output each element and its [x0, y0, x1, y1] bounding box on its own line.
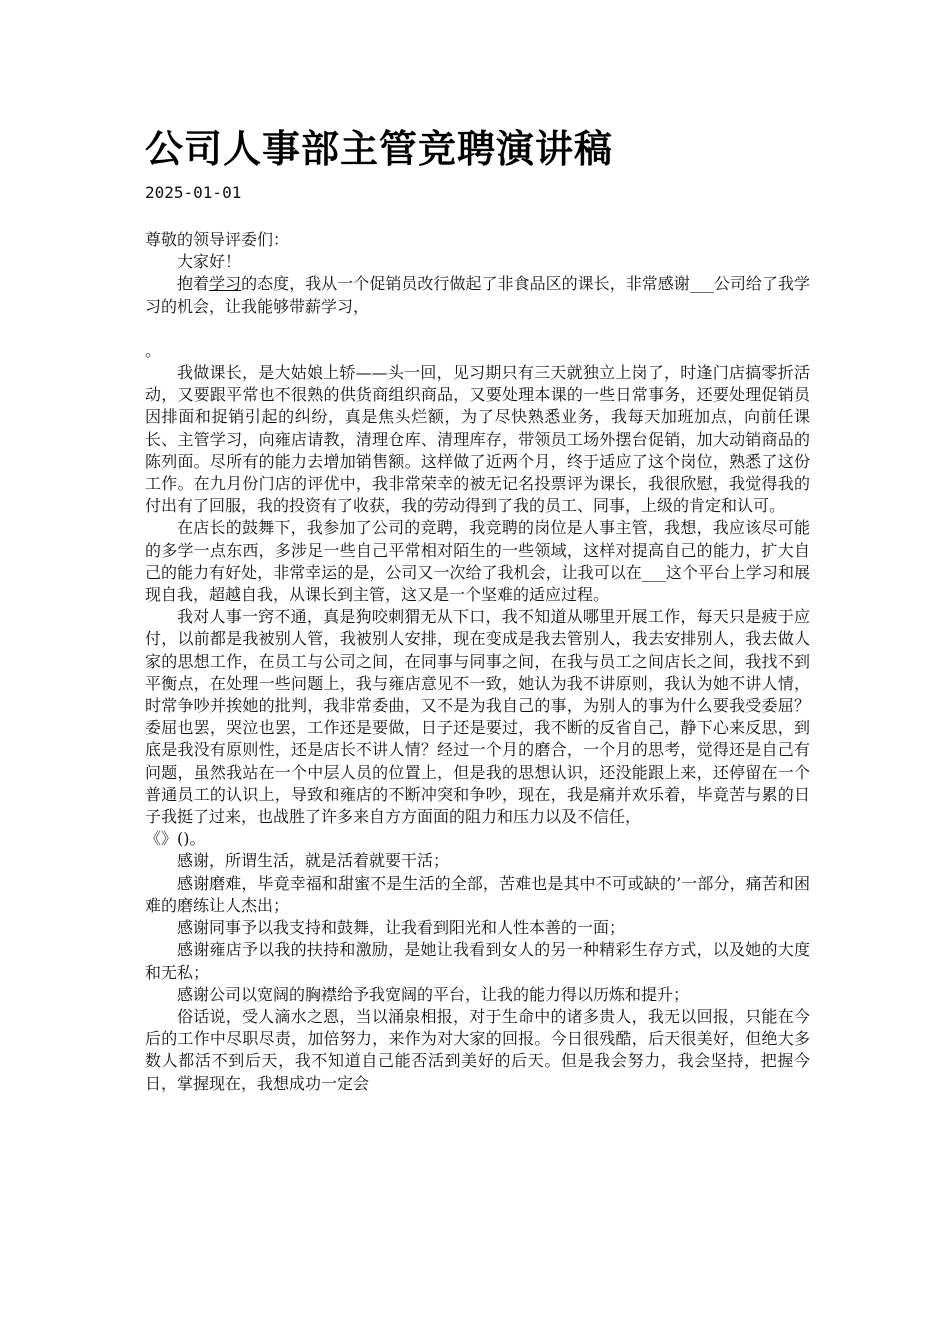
salutation: 尊敬的领导评委们：: [145, 230, 290, 249]
paragraph-6: 感谢，所谓生活，就是活着就要干活；: [177, 851, 450, 871]
paragraph-10: 感谢公司以宽阔的胸襟给予我宽阔的平台，让我的能力得以历炼和提升；: [177, 984, 690, 1004]
paragraph-2: 我做课长，是大姑娘上轿——头一回，见习期只有三天就独立上岗了，时逢门店搞零折活动，又要跟平常也不很熟的供货商组织商品，又要处理本课的一些日常事务，还要处理促销员因排面和捉销引起的纠纷，真是焦头烂额，为了尽快熟悉业务，我每天加班加点，向前任课长、主管学习，向雍店请教，清理仓库、清理库存，带领员工场外摆台促销，加大动销商品的陈列面。尽所有的能力去增加销售额。这样做了近两个月，终于适应了这个岗位，熟悉了这份工作。在九月份门店的评优中，我非常荣幸的被无记名投票评为课长，我很欣慰，我觉得我的付出有了回服，我的投资有了收获，我的劳动得到了我的员工、同事，上级的肯定和认可。: [145, 363, 810, 516]
stray-period: 。: [145, 340, 162, 360]
document-title: 公司人事部主管竞聘演讲稿: [145, 126, 614, 171]
paragraph-1-pre: 抱着: [177, 274, 210, 294]
paragraph-1: [145, 273, 810, 317]
document-body: [145, 229, 810, 1095]
paragraph-3: 在店长的鼓舞下，我参加了公司的竞聘，我竞聘的岗位是人事主管，我想，我应该尽可能的多学一点东西，多涉足一些自己平常相对陌生的一些领域，这样对提高自己的能力，扩大自己的能力有好处，非常幸运的是，公司又一次给了我机会，让我可以在___这个平台上学习和展现自我，超越自我，从课长到主管，这又是一个坚难的适应过程。: [145, 518, 810, 605]
document-date: 2025-01-01: [145, 183, 242, 202]
paragraph-9: 感谢雍店予以我的扶持和激励，是她让我看到女人的另一种精彩生存方式，以及她的大度和无私；: [145, 940, 810, 982]
greeting: 大家好！: [177, 252, 242, 272]
paragraph-7: 感谢磨难，毕竟幸福和甜蜜不是生活的全部，苦难也是其中不可或缺的’一部分，痛苦和困难的磨练让人杰出；: [145, 873, 810, 915]
paragraph-4: 我对人事一窍不通，真是狗咬刺猬无从下口，我不知道从哪里开展工作，每天只是疲于应付，以前都是我被别人管，我被别人安排，现在变成是我去管别人，我去安排别人，我去做人家的思想工作，在员工与公司之间，在同事与同事之间，在我与员工之间店长之间，我找不到平衡点，在处理一些问题上，我与雍店意见不一致，她认为我不讲原则，我认为她不讲人情，时常争吵并挨她的批判，我非常委曲，又不是为我自己的事，为别人的事为什么要我受委屈？委屈也罢，哭泣也罢，工作还是要做，日子还是要过，我不断的反省自己，静下心来反思，到底是我没有原则性，还是店长不讲人情？经过一个月的磨合，一个月的思考，觉得还是自己有问题，虽然我站在一个中层人员的位置上，但是我的思想认识，还没能跟上来，还停留在一个普通员工的认识上，导致和雍店的不断冲突和争吵，现在，我是痛并欢乐着，毕竟苦与累的日子我挺了过来，也战胜了许多来自方方面面的阻力和压力以及不信任，: [145, 607, 810, 827]
study-link[interactable]: 学习: [209, 274, 242, 294]
paragraph-1-post: 的态度，我从一个促销员改行做起了非食品区的课长，非常感谢___公司给了我学习的机会，让我能够带薪学习，: [145, 274, 810, 316]
paragraph-11: 俗话说，受人滴水之恩，当以涌泉相报，对于生命中的诸多贵人，我无以回报，只能在今后的工作中尽职尽责，加倍努力，来作为对大家的回报。今日很残酷，后天很美好，但绝大多数人都活不到后天，我不知道自己能否活到美好的后天。但是我会努力，我会坚持，把握今日，掌握现在，我想成功一定会: [145, 1006, 810, 1093]
paragraph-5: 《》()。: [145, 829, 206, 849]
paragraph-8: 感谢同事予以我支持和鼓舞，让我看到阳光和人性本善的一面；: [177, 918, 626, 938]
